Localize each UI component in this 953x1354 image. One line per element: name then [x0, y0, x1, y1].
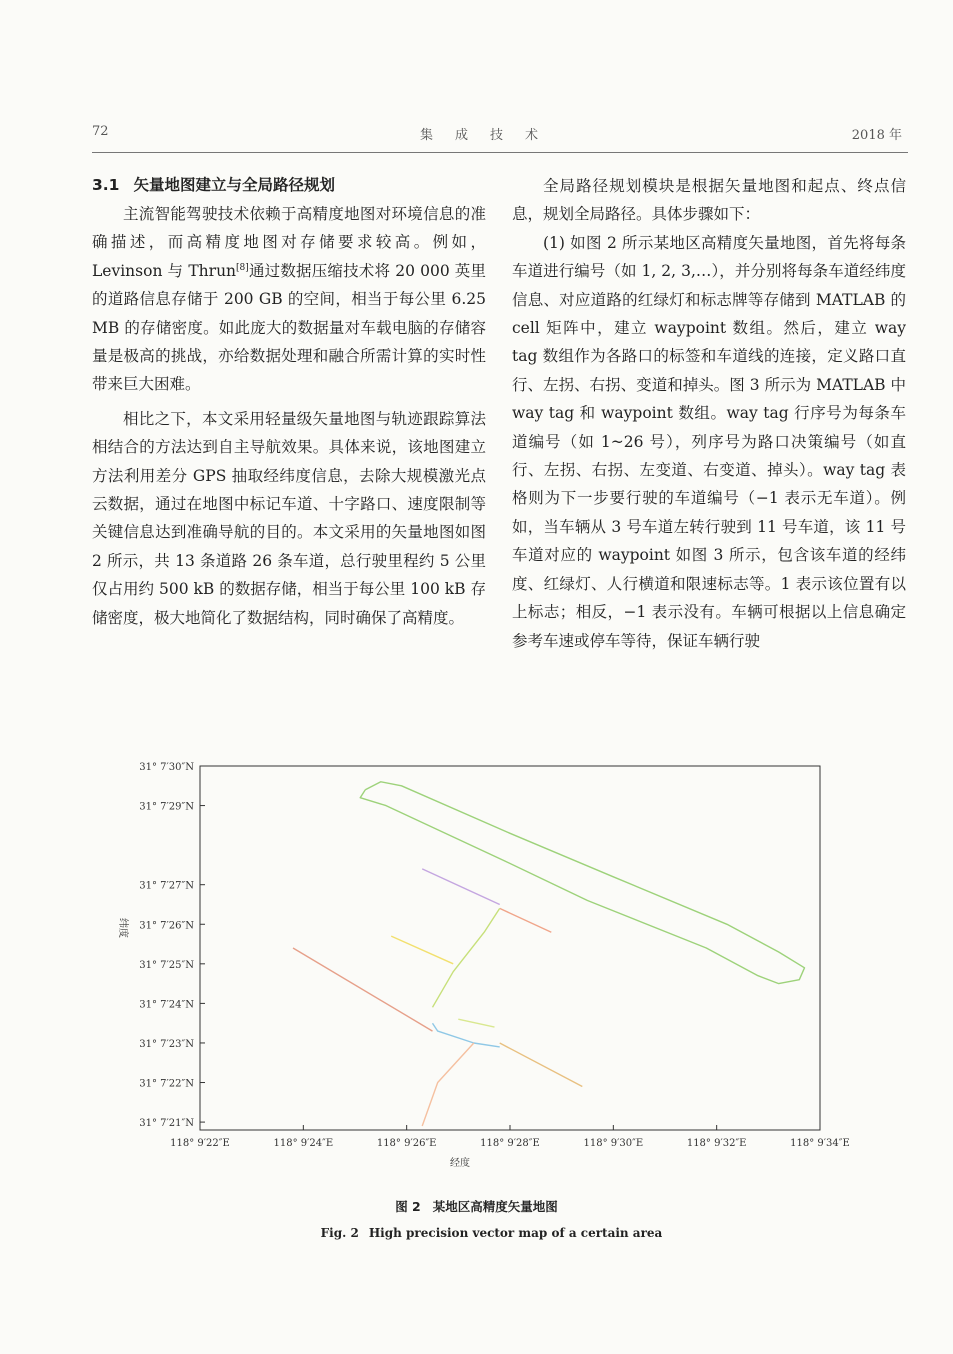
paragraph-text: 主流智能驾驶技术依赖于高精度地图对环境信息的准确描述，而高精度地图对存储要求较高。例如，Levinson 与 Thrun: [92, 205, 486, 280]
figure-caption-cn-text: 某地区高精度矢量地图: [432, 1199, 558, 1214]
section-title: 矢量地图建立与全局路径规划: [133, 176, 335, 194]
running-header: [92, 124, 902, 154]
y-tick-label: 31° 7′29″N: [139, 801, 194, 813]
y-tick-label: 31° 7′24″N: [139, 999, 194, 1011]
y-tick-label: 31° 7′22″N: [139, 1078, 194, 1090]
x-tick-label: 118° 9′24″E: [273, 1138, 334, 1149]
left-column: [92, 172, 486, 632]
y-axis-title: 纬度: [117, 918, 128, 938]
figure-caption-cn: [0, 1197, 953, 1215]
right-column: [512, 172, 906, 655]
paragraph-text: 通过数据压缩技术将 20 000 英里的道路信息存储于 200 GB 的空间，相当于每公里 6.25 MB 的存储密度。如此庞大的数据量对车载电脑的存储容量是极高的挑战，亦给数据处理和融合所需计算的实时性带来巨大困难。: [92, 261, 486, 394]
header-rule: [92, 152, 908, 153]
y-tick-label: 31° 7′25″N: [139, 959, 194, 971]
x-axis-title: 经度: [450, 1158, 470, 1169]
lane-line-5: [293, 948, 433, 1031]
paragraph: 全局路径规划模块是根据矢量地图和起点、终点信息，规划全局路径。具体步骤如下：: [512, 177, 906, 224]
figure-caption-en: [0, 1226, 953, 1240]
figure-number-en: Fig. 2: [320, 1226, 359, 1240]
y-tick-label: 31° 7′27″N: [139, 880, 194, 892]
x-tick-label: 118° 9′30″E: [583, 1138, 644, 1149]
lane-line-3: [500, 908, 552, 932]
lane-line-2: [422, 869, 500, 905]
lane-line-8: [500, 1043, 583, 1087]
vector-map-chart: [100, 758, 880, 1188]
x-tick-label: 118° 9′26″E: [376, 1138, 437, 1149]
x-tick-label: 118° 9′28″E: [480, 1138, 540, 1149]
publication-year: 2018 年: [851, 128, 902, 143]
journal-title: 集成技术: [420, 128, 561, 143]
y-tick-label: 31° 7′21″N: [139, 1118, 194, 1130]
y-tick-label: 31° 7′30″N: [139, 762, 194, 773]
x-tick-label: 118° 9′22″E: [170, 1138, 230, 1149]
citation-ref: [8]: [236, 262, 249, 273]
x-tick-label: 118° 9′32″E: [686, 1138, 747, 1149]
lane-line-7: [433, 1023, 500, 1047]
y-tick-label: 31° 7′26″N: [139, 920, 194, 932]
lane-line-4: [391, 936, 453, 964]
paragraph: (1) 如图 2 所示某地区高精度矢量地图，首先将每条车道进行编号（如 1, 2, 3,…），并分别将每条车道经纬度信息、对应道路的红绿灯和标志牌等存储到 MATLAB 的 cell 矩阵中，建立 waypoint 数组。然后，建立 way tag 数组作为各路口的标签和车道线的连接，定义路口直行、左拐、右拐、变道和掉头。图 3 所示为 MATLAB 中 way tag 和 waypoint 数组。way tag 行序号为每条车道编号（如 1~26 号），列序号为路口决策编号（如直行、左拐、右拐、左变道、右变道、掉头）。way tag 表格则为下一步要行驶的车道编号（−1 表示无车道）。例如，当车辆从 3 号车道左转行驶到 11 号车道，该 11 号车道对应的 waypoint 如图 3 所示，包含该车道的经纬度、红绿灯、人行横道和限速标志等。1 表示该位置有以上标志；相反，−1 表示没有。车辆可根据以上信息确定参考车速或停车等待，保证车辆行驶: [512, 233, 906, 650]
x-tick-label: 118° 9′34″E: [790, 1138, 850, 1149]
y-tick-label: 31° 7′23″N: [139, 1038, 194, 1050]
paragraph: [92, 200, 486, 399]
figure-caption-en-text: High precision vector map of a certain area: [368, 1226, 663, 1240]
section-number: 3.1: [92, 176, 120, 194]
figure-number-cn: 图 2: [395, 1199, 421, 1214]
paragraph: 相比之下，本文采用轻量级矢量地图与轨迹跟踪算法相结合的方法达到自主导航效果。具体来说，该地图建立方法利用差分 GPS 抽取经纬度信息，去除大规模激光点云数据，通过在地图中标记车道、十字路口、速度限制等关键信息达到准确导航的目的。本文采用的矢量地图如图 2 所示，共 13 条道路 26 条车道，总行驶里程约 5 公里仅占用约 500 kB 的数据存储，相当于每公里 100 kB 存储密度，极大地简化了数据结构，同时确保了高精度。: [92, 409, 486, 627]
page-number: 72: [92, 124, 109, 139]
section-heading: [92, 172, 486, 198]
figure-2: [100, 758, 880, 1188]
lane-line-6: [433, 908, 500, 1007]
lane-line-9: [422, 1043, 474, 1126]
lane-line-10: [458, 1019, 494, 1027]
lane-line-1: [360, 782, 804, 984]
